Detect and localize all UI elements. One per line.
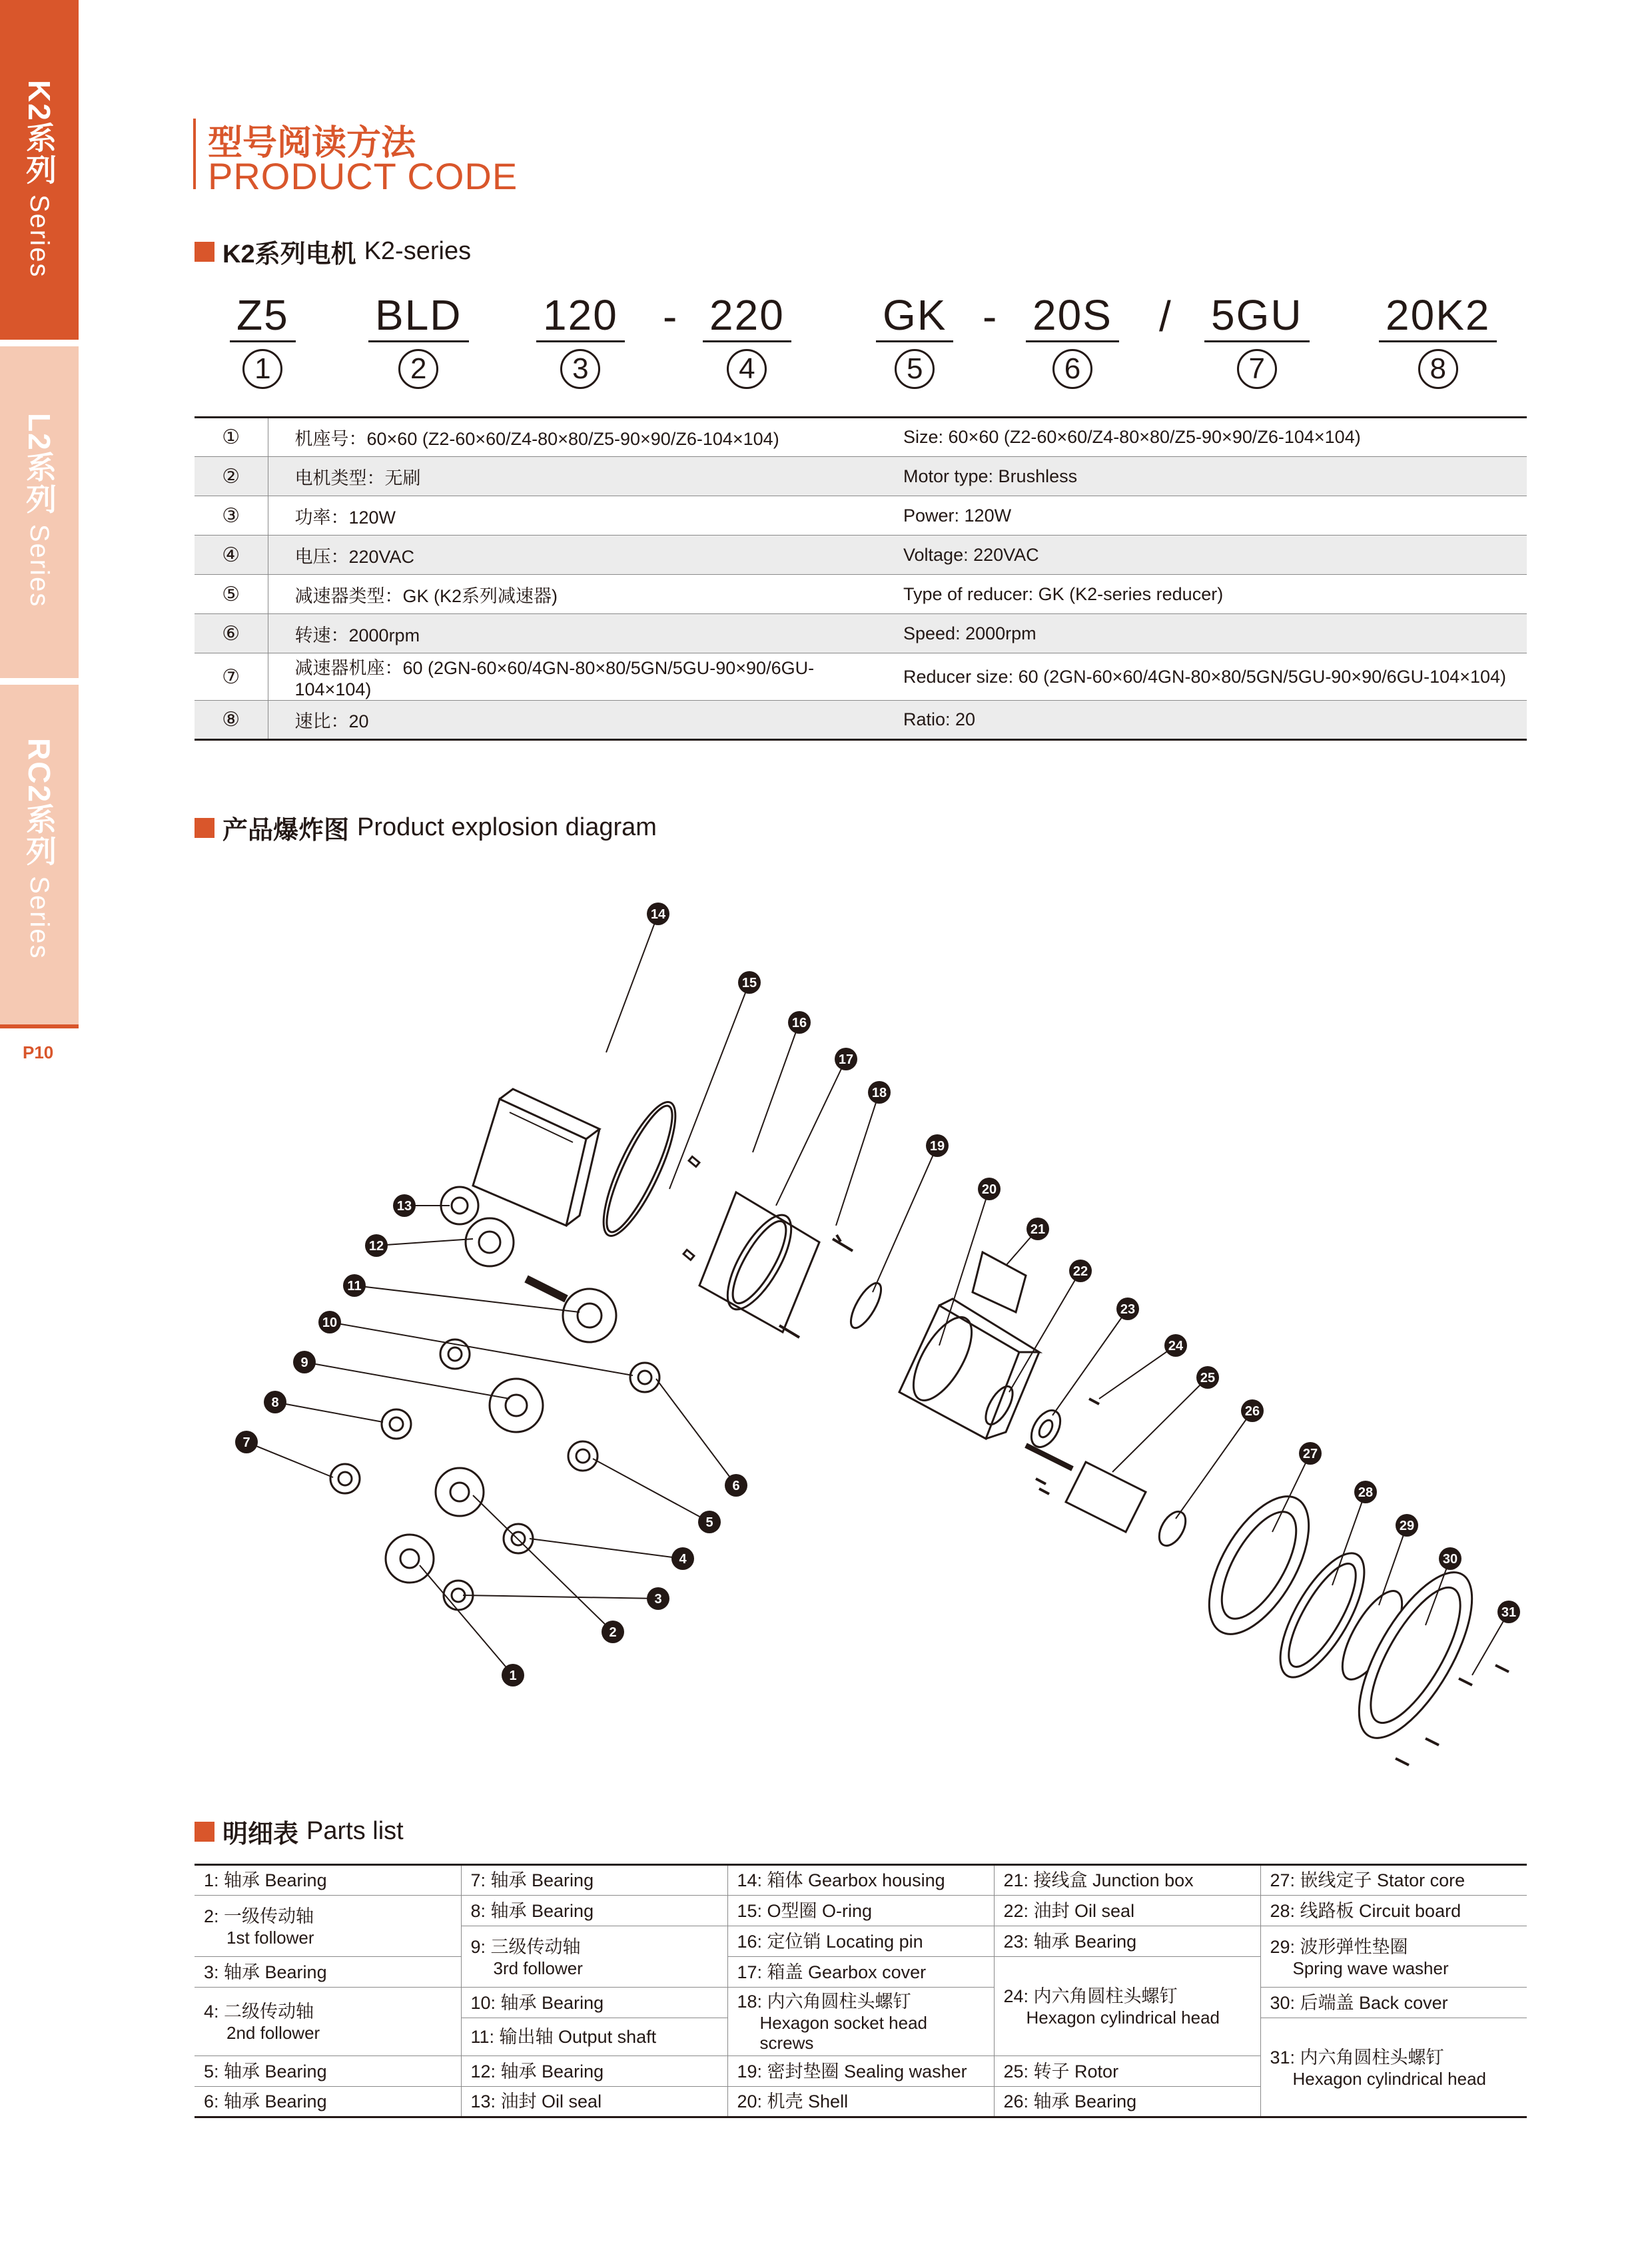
table-row <box>195 653 1527 701</box>
part-sublabel: Hexagon socket head screws <box>759 2013 928 2053</box>
spec-cn: 转速：2000rpm <box>268 614 894 653</box>
code-separator: - <box>983 292 997 340</box>
tab-rc2-code: RC2系列 <box>22 738 57 868</box>
page-title-en: PRODUCT CODE <box>208 155 518 197</box>
part-13: 13: 油封 Oil seal <box>461 2087 727 2117</box>
part-27: 27: 嵌线定子 Stator core <box>1260 1865 1527 1896</box>
callout-12 <box>365 1234 388 1257</box>
callout-6 <box>725 1474 747 1497</box>
svg-text:4: 4 <box>679 1552 687 1567</box>
callout-22 <box>1069 1260 1092 1282</box>
callout-18 <box>868 1081 891 1104</box>
callout-14 <box>647 903 669 925</box>
code-segment <box>1026 290 1119 389</box>
tab-k2-code: K2系列 <box>22 80 57 186</box>
svg-text:21: 21 <box>1030 1222 1046 1237</box>
part-label: 29: 波形弹性垫圈 <box>1270 1936 1408 1957</box>
section-heading-cn: 明细表 <box>222 1820 299 1848</box>
svg-text:23: 23 <box>1120 1302 1136 1317</box>
code-text: 220 <box>703 290 791 342</box>
table-row <box>195 536 1527 575</box>
spec-index: ⑥ <box>195 614 268 653</box>
sidebar-tab-l2[interactable] <box>0 346 79 678</box>
spec-en: Motor type: Brushless <box>894 457 1527 496</box>
svg-text:7: 7 <box>242 1435 250 1450</box>
svg-text:17: 17 <box>838 1052 854 1067</box>
code-number-badge: 8 <box>1418 349 1458 389</box>
svg-text:11: 11 <box>347 1279 362 1294</box>
part-5: 5: 轴承 Bearing <box>195 2056 461 2087</box>
table-row <box>195 1865 1527 1896</box>
callout-19 <box>926 1134 949 1157</box>
callout-8 <box>264 1391 286 1413</box>
callout-23 <box>1116 1298 1139 1320</box>
svg-text:22: 22 <box>1072 1264 1088 1279</box>
callout-27 <box>1299 1442 1322 1465</box>
part-24 <box>994 1957 1260 2056</box>
code-segment <box>230 290 296 389</box>
gearbox-housing-part <box>473 1089 600 1226</box>
spec-index: ⑦ <box>195 653 268 701</box>
part-1: 1: 轴承 Bearing <box>195 1865 461 1896</box>
code-text: GK <box>876 290 953 342</box>
part-label: 18: 内六角圆柱头螺钉 <box>737 1992 911 2012</box>
callout-11 <box>343 1274 366 1297</box>
part-4 <box>195 1988 461 2056</box>
tab-k2-label: Series <box>25 194 54 278</box>
table-row <box>195 1896 1527 1926</box>
code-number-badge: 1 <box>242 349 282 389</box>
sidebar-tab-rc2[interactable] <box>0 685 79 1024</box>
code-text: Z5 <box>230 290 296 342</box>
parts-table <box>195 1864 1527 2118</box>
part-11: 11: 输出轴 Output shaft <box>461 2018 727 2056</box>
part-12: 12: 轴承 Bearing <box>461 2056 727 2087</box>
code-segment <box>536 290 625 389</box>
callout-25 <box>1196 1366 1219 1389</box>
svg-text:6: 6 <box>732 1479 740 1493</box>
part-9 <box>461 1926 727 1988</box>
svg-text:28: 28 <box>1358 1485 1374 1500</box>
svg-text:14: 14 <box>650 907 666 922</box>
part-label: 2: 一级传动轴 <box>204 1906 314 1926</box>
part-label: 4: 二级传动轴 <box>204 2002 314 2022</box>
tab-l2-code: L2系列 <box>22 413 57 516</box>
code-number-badge: 3 <box>560 349 600 389</box>
part-16: 16: 定位销 Locating pin <box>727 1926 994 1957</box>
part-20: 20: 机壳 Shell <box>727 2087 994 2117</box>
part-sublabel: 1st follower <box>226 1927 314 1948</box>
spec-cn: 功率：120W <box>268 496 894 536</box>
code-number-badge: 5 <box>895 349 935 389</box>
part-3: 3: 轴承 Bearing <box>195 1957 461 1988</box>
tab-l2-label: Series <box>25 524 54 608</box>
callout-1 <box>502 1664 524 1686</box>
spec-en: Voltage: 220VAC <box>894 536 1527 575</box>
svg-text:24: 24 <box>1168 1339 1184 1353</box>
spec-cn: 电机类型：无刷 <box>268 457 894 496</box>
table-row <box>195 457 1527 496</box>
part-29 <box>1260 1926 1527 1988</box>
spec-index: ③ <box>195 496 268 536</box>
svg-text:19: 19 <box>929 1139 945 1154</box>
part-sublabel: Spring wave washer <box>1292 1958 1449 1978</box>
callout-20 <box>978 1178 1001 1200</box>
section-heading-cn: K2系列电机 <box>222 240 356 268</box>
callout-17 <box>835 1048 857 1070</box>
spec-en: Ratio: 20 <box>894 701 1527 740</box>
callout-5 <box>698 1511 721 1533</box>
callout-24 <box>1164 1334 1187 1357</box>
section-heading-en: Parts list <box>306 1817 404 1845</box>
svg-text:13: 13 <box>396 1199 412 1214</box>
part-19: 19: 密封垫圈 Sealing washer <box>727 2056 994 2087</box>
svg-text:16: 16 <box>791 1016 807 1030</box>
callout-10 <box>318 1311 341 1333</box>
code-number-badge: 6 <box>1052 349 1092 389</box>
part-14: 14: 箱体 Gearbox housing <box>727 1865 994 1896</box>
svg-text:30: 30 <box>1442 1552 1458 1567</box>
spec-index: ⑧ <box>195 701 268 740</box>
page-number: P10 <box>23 1042 54 1062</box>
part-25: 25: 转子 Rotor <box>994 2056 1260 2087</box>
svg-text:31: 31 <box>1501 1605 1517 1620</box>
part-sublabel: 2nd follower <box>226 2023 320 2043</box>
spec-cn: 电压：220VAC <box>268 536 894 575</box>
section-heading-en: K2-series <box>364 237 472 265</box>
spec-cn: 机座号：60×60 (Z2-60×60/Z4-80×80/Z5-90×90/Z6-104×104) <box>294 429 779 449</box>
svg-text:5: 5 <box>705 1515 713 1530</box>
part-6: 6: 轴承 Bearing <box>195 2087 461 2117</box>
svg-text:10: 10 <box>322 1315 338 1330</box>
part-label: 9: 三级传动轴 <box>470 1936 581 1957</box>
explosion-diagram <box>180 893 1545 1778</box>
part-label: 24: 内六角圆柱头螺钉 <box>1003 1986 1178 2006</box>
part-22: 22: 油封 Oil seal <box>994 1896 1260 1926</box>
callout-16 <box>788 1011 811 1034</box>
part-sublabel: Hexagon cylindrical head <box>1026 2008 1220 2028</box>
part-2 <box>195 1896 461 1957</box>
svg-text:12: 12 <box>368 1239 384 1254</box>
svg-text:8: 8 <box>271 1395 279 1410</box>
code-segment <box>703 290 791 389</box>
code-text: BLD <box>368 290 469 342</box>
table-row <box>195 614 1527 653</box>
tab-rc2-label: Series <box>25 876 54 960</box>
square-bullet-icon <box>195 818 214 838</box>
part-21: 21: 接线盒 Junction box <box>994 1865 1260 1896</box>
code-text: 5GU <box>1204 290 1310 342</box>
svg-text:1: 1 <box>509 1669 517 1683</box>
part-26: 26: 轴承 Bearing <box>994 2087 1260 2117</box>
part-15: 15: O型圈 O-ring <box>727 1896 994 1926</box>
part-18 <box>727 1988 994 2056</box>
table-row <box>195 701 1527 740</box>
part-17: 17: 箱盖 Gearbox cover <box>727 1957 994 1988</box>
spec-index: ① <box>195 418 268 457</box>
callout-13 <box>393 1194 416 1217</box>
code-segment <box>876 290 953 389</box>
table-row <box>195 496 1527 536</box>
svg-text:15: 15 <box>741 976 757 990</box>
callout-7 <box>235 1431 258 1453</box>
code-text: 20K2 <box>1379 290 1497 342</box>
part-sublabel: 3rd follower <box>493 1958 583 1978</box>
svg-text:3: 3 <box>654 1592 662 1607</box>
section-heading-parts <box>195 1813 404 1850</box>
table-row <box>195 418 1527 457</box>
page-title-cn: 型号阅读方法 <box>208 124 416 163</box>
callout-4 <box>671 1547 694 1570</box>
sidebar-tab-k2[interactable] <box>0 0 79 340</box>
callout-29 <box>1396 1514 1418 1537</box>
part-label: 31: 内六角圆柱头螺钉 <box>1270 2047 1444 2067</box>
part-31 <box>1260 2018 1527 2117</box>
part-sublabel: Hexagon cylindrical head <box>1292 2068 1487 2089</box>
spec-en: Speed: 2000rpm <box>894 614 1527 653</box>
svg-text:27: 27 <box>1302 1447 1318 1461</box>
part-8: 8: 轴承 Bearing <box>461 1896 727 1926</box>
svg-text:29: 29 <box>1399 1519 1415 1533</box>
callout-15 <box>738 971 761 994</box>
spec-table <box>195 416 1527 741</box>
code-segment <box>368 290 469 389</box>
sidebar-divider <box>0 1024 79 1028</box>
callout-9 <box>293 1351 316 1373</box>
callout-2 <box>602 1621 624 1643</box>
code-number-badge: 7 <box>1237 349 1277 389</box>
callout-30 <box>1439 1547 1461 1570</box>
svg-text:9: 9 <box>300 1355 308 1370</box>
callout-26 <box>1241 1399 1264 1422</box>
square-bullet-icon <box>195 242 214 262</box>
svg-text:25: 25 <box>1200 1371 1216 1385</box>
section-heading-explosion <box>195 809 657 846</box>
spec-en: Type of reducer: GK (K2-series reducer) <box>894 575 1527 614</box>
callout-21 <box>1027 1218 1049 1240</box>
callout-31 <box>1497 1601 1520 1623</box>
code-segment <box>1379 290 1497 389</box>
spec-cn: 速比：20 <box>268 701 894 740</box>
code-number-badge: 4 <box>727 349 767 389</box>
section-heading-en: Product explosion diagram <box>357 813 657 841</box>
svg-text:18: 18 <box>871 1086 887 1100</box>
spec-index: ② <box>195 457 268 496</box>
table-row <box>195 1988 1527 2018</box>
part-23: 23: 轴承 Bearing <box>994 1926 1260 1957</box>
square-bullet-icon <box>195 1822 214 1842</box>
spec-en: Power: 120W <box>894 496 1527 536</box>
spec-cn: 减速器类型：GK (K2系列减速器) <box>268 575 894 614</box>
section-heading-k2 <box>195 233 471 270</box>
code-text: 20S <box>1026 290 1119 342</box>
code-text: 120 <box>536 290 625 342</box>
section-heading-cn: 产品爆炸图 <box>222 817 350 845</box>
spec-cn: 减速器机座：60 (2GN-60×60/4GN-80×80/5GN/5GU-90×90/6GU-104×104) <box>268 653 894 701</box>
title-accent-bar <box>193 119 196 189</box>
spec-index: ④ <box>195 536 268 575</box>
svg-text:20: 20 <box>981 1182 997 1197</box>
part-7: 7: 轴承 Bearing <box>461 1865 727 1896</box>
code-separator: / <box>1159 292 1171 340</box>
code-number-badge: 2 <box>398 349 438 389</box>
spec-index: ⑤ <box>195 575 268 614</box>
spec-en: Size: 60×60 (Z2-60×60/Z4-80×80/Z5-90×90/Z6-104×104) <box>903 427 1361 447</box>
callout-3 <box>647 1587 669 1610</box>
callout-28 <box>1354 1481 1377 1503</box>
svg-text:26: 26 <box>1244 1404 1260 1419</box>
part-30: 30: 后端盖 Back cover <box>1260 1988 1527 2018</box>
code-segment <box>1204 290 1310 389</box>
part-10: 10: 轴承 Bearing <box>461 1988 727 2018</box>
table-row <box>195 575 1527 614</box>
part-28: 28: 线路板 Circuit board <box>1260 1896 1527 1926</box>
code-separator: - <box>663 292 677 340</box>
svg-text:2: 2 <box>609 1625 617 1640</box>
spec-en: Reducer size: 60 (2GN-60×60/4GN-80×80/5GN/5GU-90×90/6GU-104×104) <box>894 653 1527 701</box>
